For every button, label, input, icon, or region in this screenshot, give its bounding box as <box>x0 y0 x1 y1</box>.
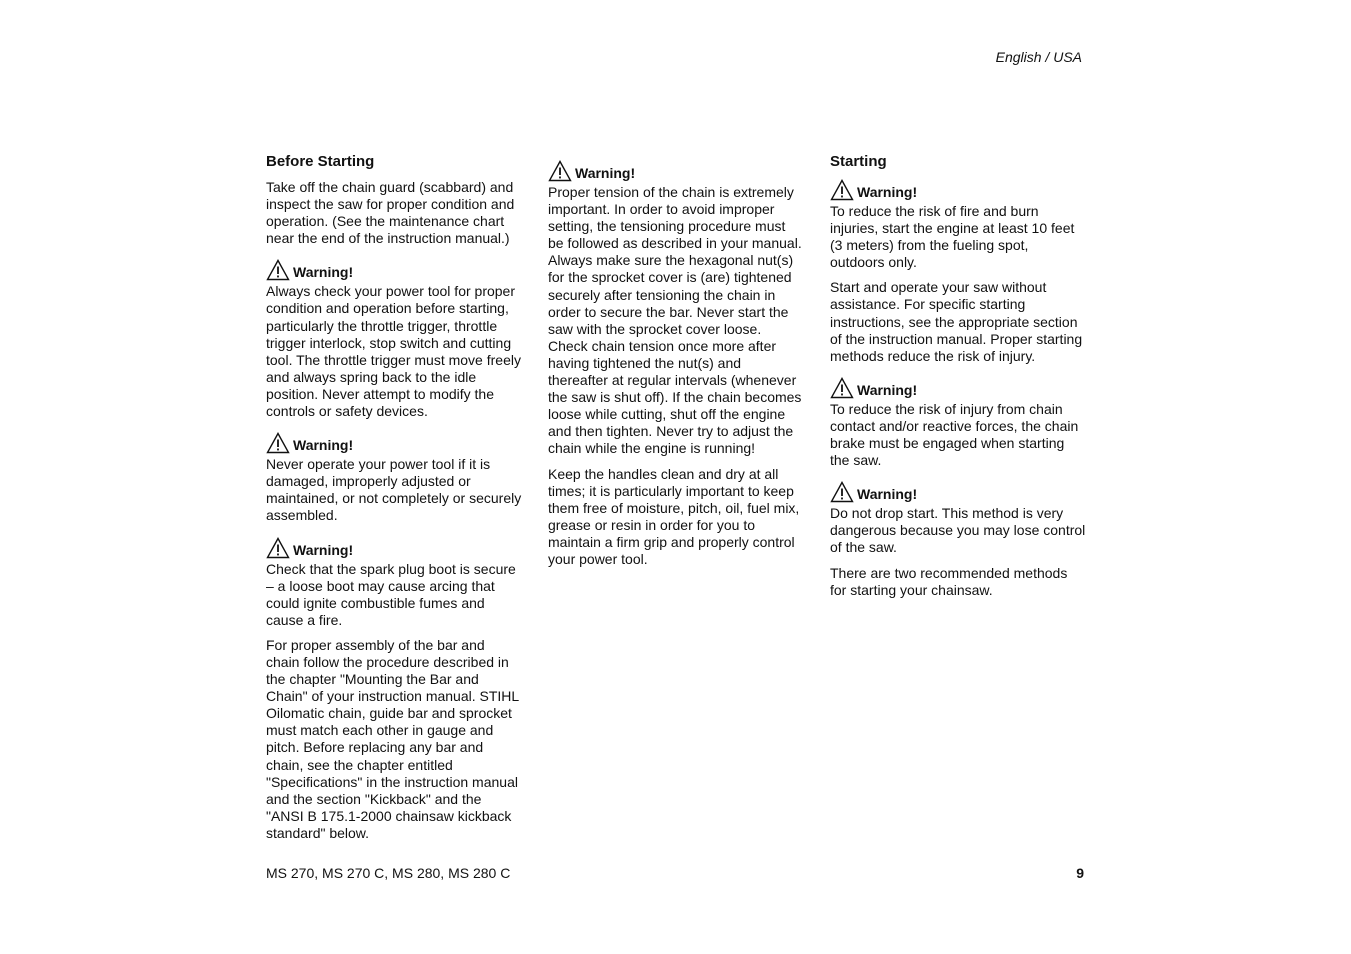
paragraph-handles-clean: Keep the handles clean and dry at all times; it is particularly important to keep them free of moisture, pitch, oil, fuel mix, grease or resin in order for you to maintain a firm grip and properly control your power tool. <box>548 465 800 567</box>
warning-text-drop-start: Do not drop start. This method is very dangerous because you may lose control of the saw. <box>830 505 1086 556</box>
warning-text-check-condition: Always check your power tool for proper condition and operation before starting, particularly the throttle trigger, throttle trigger interlock, stop switch and cutting tool. The throttle trigger must move freely and always spring back to the idle position. Never attempt to modify the controls or safety devices. <box>266 283 521 420</box>
warning-title: Warning! <box>575 165 636 181</box>
warning-heading <box>266 432 522 454</box>
warning-heading <box>830 481 1086 503</box>
warning-triangle-icon <box>830 377 854 399</box>
column-starting <box>830 153 1086 607</box>
warning-text-fire-burn: To reduce the risk of fire and burn injuries, start the engine at least 10 feet (3 meters) from the fueling spot, outdoors only. <box>830 203 1075 271</box>
language-label: English / USA <box>995 49 1082 65</box>
warning-text-chain-brake: To reduce the risk of injury from chain contact and/or reactive forces, the chain brake must be engaged when starting the saw. <box>830 400 1079 469</box>
warning-text-spark-plug-boot: Check that the spark plug boot is secure – a loose boot may cause arcing that could ignite combustible fumes and cause a fire. <box>266 560 516 628</box>
page-number: 9 <box>1076 865 1084 881</box>
warning-heading <box>830 179 1086 201</box>
warning-triangle-icon <box>830 481 854 503</box>
warning-title: Warning! <box>293 437 354 454</box>
paragraph-two-methods: There are two recommended methods for starting your chainsaw. <box>830 564 1068 598</box>
column-chain-tension <box>548 160 804 576</box>
warning-heading <box>266 259 522 281</box>
warning-title: Warning! <box>293 541 354 558</box>
column-before-starting <box>266 153 522 850</box>
paragraph-chain-guard: Take off the chain guard (scabbard) and inspect the saw for proper condition and operation. (See the maintenance chart near the end of the instruction manual.) <box>266 179 515 247</box>
warning-heading <box>266 537 522 559</box>
warning-title: Warning! <box>857 486 918 503</box>
warning-triangle-icon <box>266 432 290 454</box>
warning-text-chain-tension: Proper tension of the chain is extremely important. In order to avoid improper setting, the tensioning procedure must be followed as described in your manual. Always make sure the hexagonal nut(s) for the sprocket cover is (are) tightened securely after tensioning the chain in order to secure the bar. Never start the saw with the sprocket cover loose. Check chain tension once more after having tightened the nut(s) and thereafter at regular intervals (whenever the saw is shut off). If the chain becomes loose while cutting, shut off the engine and then tighten. Never try to adjust the chain while the engine is running! <box>548 184 802 457</box>
warning-heading <box>548 160 804 182</box>
warning-triangle-icon <box>548 160 572 182</box>
warning-triangle-icon <box>266 259 290 281</box>
footer-model-list: MS 270, MS 270 C, MS 280, MS 280 C <box>266 865 511 881</box>
warning-heading <box>830 377 1086 399</box>
paragraph-start-without-assistance: Start and operate your saw without assistance. For specific starting instructions, see the appropriate section of the instruction manual. Proper starting methods reduce the risk of injury. <box>830 279 1083 364</box>
warning-triangle-icon <box>266 537 290 559</box>
section-heading-starting: Starting <box>830 153 887 170</box>
warning-title: Warning! <box>857 381 918 398</box>
paragraph-bar-chain-assembly: For proper assembly of the bar and chain follow the procedure described in the chapter "Mounting the Bar and Chain" of your instruction manual. STIHL Oilomatic chain, guide bar and sprocket must match each other in gauge and pitch. Before replacing any bar and chain, see the chapter entitled "Specifications" in the instruction manual and the section "Kickback" and the "ANSI B 175.1-2000 chainsaw kickback standard" below. <box>266 636 519 841</box>
section-heading-before-starting: Before Starting <box>266 153 375 170</box>
warning-text-never-operate-damaged: Never operate your power tool if it is damaged, improperly adjusted or maintained, or not completely or securely assembled. <box>266 456 522 524</box>
warning-triangle-icon <box>830 179 854 201</box>
warning-title: Warning! <box>857 184 918 200</box>
warning-title: Warning! <box>293 264 354 281</box>
